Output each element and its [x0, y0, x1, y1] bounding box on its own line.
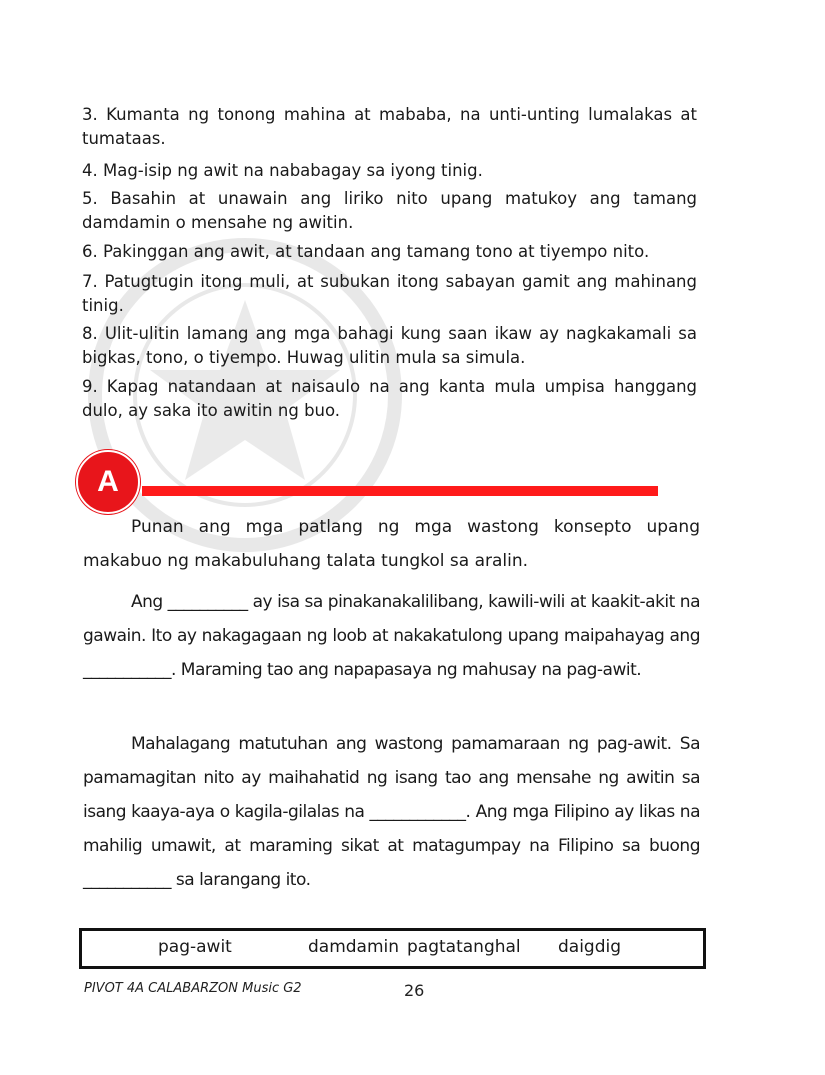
step-3-text: 3. Kumanta ng tonong mahina at mababa, na unti-unting lumalakas at tumataas.	[82, 105, 697, 148]
step-6	[82, 240, 697, 264]
step-4	[82, 159, 697, 183]
word-bank-item: pag-awit	[158, 937, 232, 957]
step-9-text: 9. Kapag natandaan at naisaulo na ang kanta mula umpisa hanggang dulo, ay saka ito awitin ng buo.	[82, 377, 697, 420]
word-bank-box	[79, 928, 706, 969]
step-5-text: 5. Basahin at unawain ang liriko nito upang matukoy ang tamang damdamin o mensahe ng awitin.	[82, 189, 697, 232]
section-badge: A	[76, 450, 140, 514]
step-9	[82, 375, 697, 423]
fill-paragraph-2	[83, 727, 700, 897]
step-8-text: 8. Ulit-ulitin lamang ang mga bahagi kung saan ikaw ay nagkakamali sa bigkas, tono, o tiyempo. Huwag ulitin mula sa simula.	[82, 324, 697, 367]
fill-paragraph-1-text: Ang __________ ay isa sa pinakanakalilibang, kawili-wili at kaakit-akit na gawain. Ito ay nakagagaan ng loob at nakakatulong upang maipahayag ang ___________. Maraming tao ang napapasaya ng mahusay na pag-awit.	[83, 592, 700, 680]
step-6-text: 6. Pakinggan ang awit, at tandaan ang tamang tono at tiyempo nito.	[82, 242, 650, 261]
step-3	[82, 103, 697, 151]
section-divider-bar	[142, 486, 658, 496]
step-8	[82, 322, 697, 370]
step-5	[82, 187, 697, 235]
word-bank-item: damdamin	[308, 937, 400, 957]
instruction-paragraph	[83, 510, 700, 578]
word-bank-item: daigdig	[558, 937, 622, 957]
fill-paragraph-1	[83, 585, 700, 687]
page-number: 26	[404, 981, 425, 1000]
step-7-text: 7. Patugtugin itong muli, at subukan itong sabayan gamit ang mahinang tinig.	[82, 272, 697, 315]
step-4-text: 4. Mag-isip ng awit na nababagay sa iyong tinig.	[82, 161, 483, 180]
word-bank-item: pagtatanghal	[407, 937, 521, 957]
instruction-text: Punan ang mga patlang ng mga wastong konsepto upang makabuo ng makabuluhang talata tungkol sa aralin.	[83, 517, 700, 571]
step-7	[82, 270, 697, 318]
fill-paragraph-2-text: Mahalagang matutuhan ang wastong pamamaraan ng pag-awit. Sa pamamagitan nito ay maihahatid ng isang tao ang mensahe ng awitin sa isang kaaya-aya o kagila-gilalas na ____________. Ang mga Filipino ay likas na mahilig umawit, at maraming sikat at matagumpay na Filipino sa buong ___________ sa larangang ito.	[83, 734, 700, 890]
footer-source: PIVOT 4A CALABARZON Music G2	[84, 981, 302, 996]
